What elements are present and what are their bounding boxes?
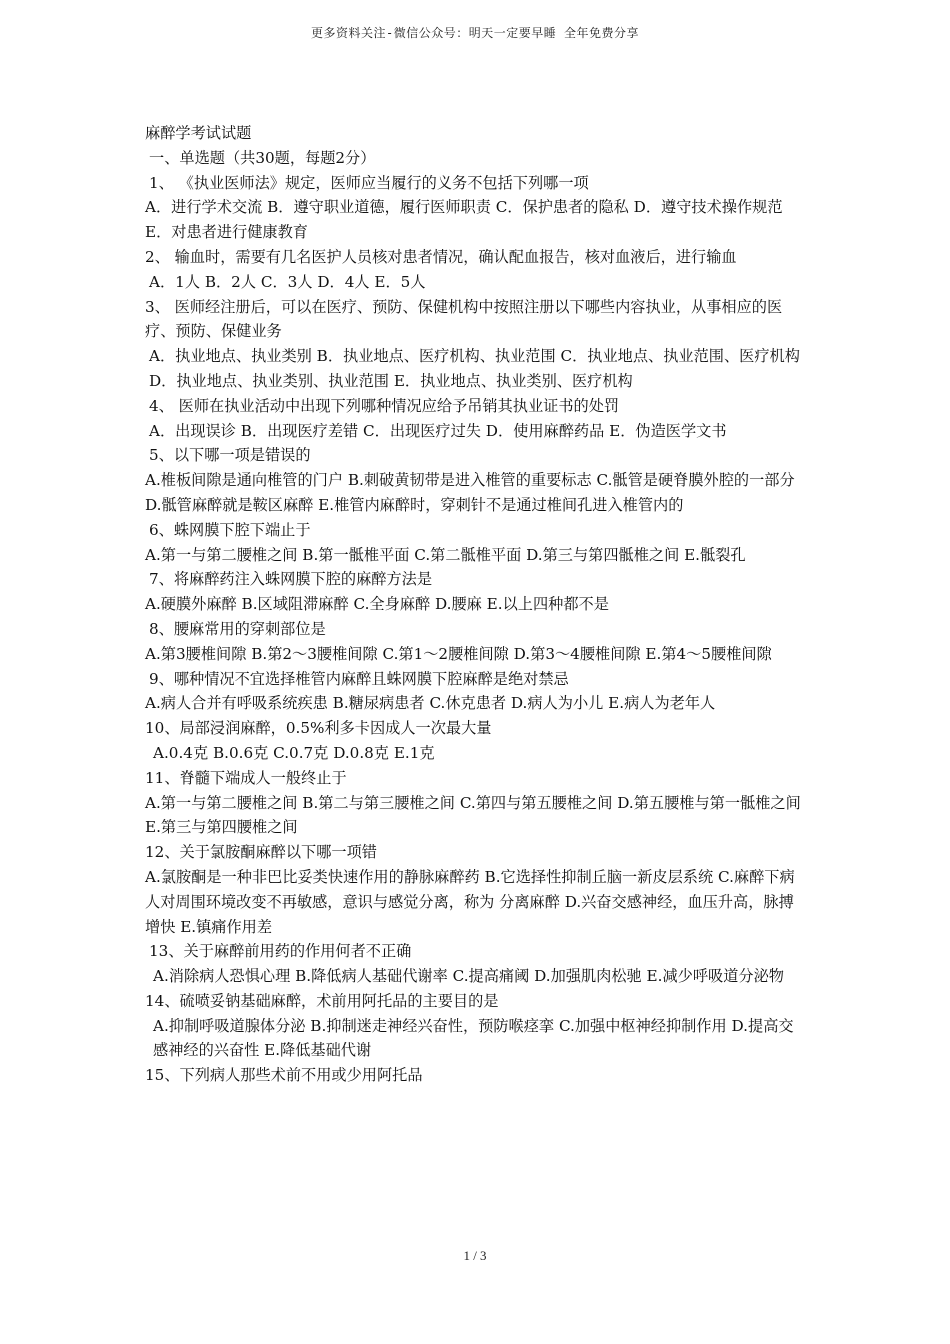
question-10: 10、局部浸润麻醉，0.5%利多卡因成人一次最大量 (145, 719, 492, 738)
question-4: 4、 医师在执业活动中出现下列哪种情况应给予吊销其执业证书的处罚 (149, 396, 620, 415)
question-11: 11、脊髓下端成人一般终止于 (145, 768, 347, 787)
question-2: 2、 输血时，需要有几名医护人员核对患者情况，确认配血报告，核对血液后，进行输血 (145, 247, 737, 266)
page-header: 更多资料关注-微信公众号：明天一定要早睡 全年免费分享 (311, 26, 639, 40)
question-1: 1、 《执业医师法》规定，医师应当履行的义务不包括下列哪一项 (149, 173, 589, 192)
options-10: A.0.4克 B.0.6克 C.0.7克 D.0.8克 E.1克 (153, 743, 435, 762)
question-5: 5、以下哪一项是错误的 (149, 446, 311, 465)
options-2: A．1人 B．2人 C．3人 D．4人 E．5人 (149, 272, 426, 291)
options-12: A.氯胺酮是一种非巴比妥类快速作用的静脉麻醉药 B.它选择性抑制丘脑一新皮层系统 C.麻醉下病人对周围环境改变不再敏感，意识与感觉分离，称为 分离麻醉 D.兴奋交感神经，血压升高，脉搏增快 E.镇痛作用差 (145, 867, 795, 936)
question-3: 3、 医师经注册后，可以在医疗、预防、保健机构中按照注册以下哪些内容执业，从事相应的医疗、预防、保健业务 (145, 297, 783, 341)
document-title: 麻醉学考试试题 (145, 124, 252, 142)
options-14: A.抑制呼吸道腺体分泌 B.抑制迷走神经兴奋性，预防喉痉挛 C.加强中枢神经抑制作用 D.提高交感神经的兴奋性 E.降低基础代谢 (153, 1016, 794, 1060)
question-13: 13、关于麻醉前用药的作用何者不正确 (149, 942, 412, 961)
question-7: 7、将麻醉药注入蛛网膜下腔的麻醉方法是 (149, 570, 433, 589)
options-13: A.消除病人恐惧心理 B.降低病人基础代谢率 C.提高痛阈 D.加强肌肉松驰 E.减少呼吸道分泌物 (153, 967, 784, 986)
question-14: 14、硫喷妥钠基础麻醉，术前用阿托品的主要目的是 (145, 991, 499, 1010)
options-6: A.第一与第二腰椎之间 B.第一骶椎平面 C.第二骶椎平面 D.第三与第四骶椎之间 E.骶裂孔 (145, 545, 746, 564)
options-5: A.椎板间隙是通向椎管的门户 B.刺破黄韧带是进入椎管的重要标志 C.骶管是硬脊膜外腔的一部分 D.骶管麻醉就是鞍区麻醉 E.椎管内麻醉时，穿刺针不是通过椎间孔进入椎管内的 (145, 471, 795, 514)
question-8: 8、腰麻常用的穿刺部位是 (149, 619, 326, 638)
options-1: A．进行学术交流 B．遵守职业道德，履行医师职责 C．保护患者的隐私 D．遵守技术操作规范 E．对患者进行健康教育 (145, 198, 783, 242)
options-7: A.硬膜外麻醉 B.区域阻滞麻醉 C.全身麻醉 D.腰麻 E.以上四种都不是 (145, 595, 609, 614)
question-12: 12、关于氯胺酮麻醉以下哪一项错 (145, 843, 377, 862)
options-9: A.病人合并有呼吸系统疾患 B.糖尿病患者 C.休克患者 D.病人为小儿 E.病人为老年人 (145, 694, 716, 713)
page-number: 1 / 3 (463, 1248, 487, 1263)
options-4: A．出现误诊 B．出现医疗差错 C．出现医疗过失 D．使用麻醉药品 E．伪造医学文书 (149, 421, 727, 440)
question-6: 6、蛛网膜下腔下端止于 (149, 520, 311, 539)
question-9: 9、哪种情况不宜选择椎管内麻醉且蛛网膜下腔麻醉是绝对禁忌 (149, 669, 569, 688)
document-body (145, 121, 807, 1088)
options-8: A.第3腰椎间隙 B.第2～3腰椎间隙 C.第1～2腰椎间隙 D.第3～4腰椎间隙 E.第4～5腰椎间隙 (145, 644, 772, 663)
section-heading: 一、单选题（共30题，每题2分） (149, 148, 376, 167)
question-15: 15、下列病人那些术前不用或少用阿托品 (145, 1066, 423, 1085)
options-11: A.第一与第二腰椎之间 B.第二与第三腰椎之间 C.第四与第五腰椎之间 D.第五腰椎与第一骶椎之间 E.第三与第四腰椎之间 (145, 793, 801, 837)
options-3: A．执业地点、执业类别 B．执业地点、医疗机构、执业范围 C．执业地点、执业范围、医疗机构 D．执业地点、执业类别、执业范围 E．执业地点、执业类别、医疗机构 (149, 347, 800, 390)
